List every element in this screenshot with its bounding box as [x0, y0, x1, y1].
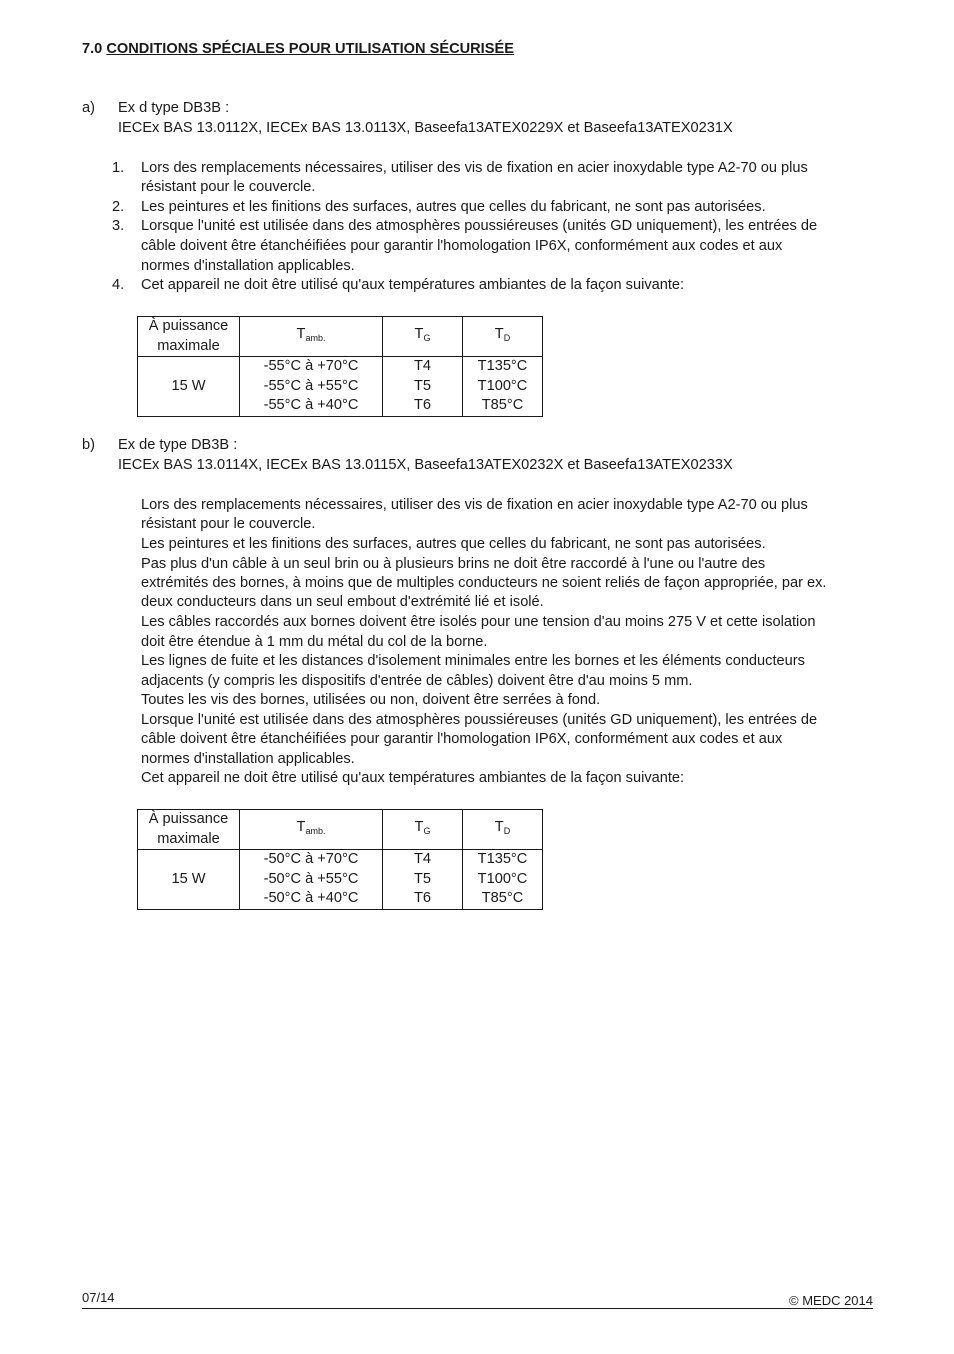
temperature-table-a — [137, 316, 543, 417]
header-tg-sub: G — [423, 825, 431, 836]
paragraph-line: Les peintures et les finitions des surfaces, autres que celles du fabricant, ne sont pas autorisées. — [141, 536, 766, 552]
list-item-number: 3. — [112, 218, 125, 234]
header-tg-sub: G — [423, 332, 431, 343]
paragraph-line: Les lignes de fuite et les distances d'isolement minimales entre les bornes et les éléments conducteurs — [141, 653, 805, 669]
tamb-value: -50°C à +40°C — [263, 890, 359, 907]
header-tg-text: T — [414, 818, 424, 835]
cell-td — [463, 357, 543, 417]
cell-tg — [383, 357, 463, 417]
cell-tamb — [240, 357, 383, 417]
header-tamb — [240, 810, 383, 850]
paragraph-line: Toutes les vis des bornes, utilisées ou non, doivent être serrées à fond. — [141, 692, 601, 708]
part-b-heading: Ex de type DB3B : — [118, 437, 238, 453]
list-item-text: Cet appareil ne doit être utilisé qu'aux températures ambiantes de la façon suivante: — [141, 277, 685, 293]
list-item-text: résistant pour le couvercle. — [141, 179, 316, 195]
section-title — [82, 41, 514, 57]
section-number: 7.0 — [82, 41, 103, 57]
paragraph-line: doit être étendue à 1 mm du métal du col de la borne. — [141, 634, 488, 650]
td-value: T85°C — [481, 397, 524, 414]
temperature-table-b — [137, 809, 543, 910]
header-tamb-text: T — [296, 818, 306, 835]
list-item-number: 4. — [112, 277, 125, 293]
cell-tg — [383, 850, 463, 910]
paragraph-line: deux conducteurs dans un seul embout d'extrémité lié et isolé. — [141, 594, 544, 610]
paragraph-line: Pas plus d'un câble à un seul brin ou à plusieurs brins ne doit être raccordé à l'une ou l'autre des — [141, 556, 766, 572]
header-tg — [383, 317, 463, 357]
cell-power: 15 W — [138, 357, 240, 417]
paragraph-line: normes d'installation applicables. — [141, 751, 355, 767]
footer-date: 07/14 — [82, 1290, 115, 1305]
tg-value: T5 — [413, 870, 432, 887]
header-power-line: maximale — [157, 337, 220, 354]
header-td-text: T — [494, 325, 504, 342]
part-a-certs: IECEx BAS 13.0112X, IECEx BAS 13.0113X, Baseefa13ATEX0229X et Baseefa13ATEX0231X — [118, 120, 733, 136]
cell-tamb — [240, 850, 383, 910]
part-a-marker: a) — [82, 100, 95, 116]
list-item-text: Lors des remplacements nécessaires, utiliser des vis de fixation en acier inoxydable type A2-70 ou plus — [141, 160, 808, 176]
header-td — [463, 810, 543, 850]
section-title-text: CONDITIONS SPÉCIALES POUR UTILISATION SÉCURISÉE — [106, 41, 514, 57]
header-power-line: À puissance — [148, 318, 229, 334]
tg-value: T6 — [413, 397, 432, 414]
paragraph-line: Lorsque l'unité est utilisée dans des atmosphères poussiéreuses (unités GD uniquement), les entrées de — [141, 712, 818, 728]
paragraph-line: adjacents (y compris les dispositifs d'entrée de câbles) doivent être d'au moins 5 mm. — [141, 673, 693, 689]
header-td-sub: D — [503, 825, 511, 836]
tamb-value: -50°C à +55°C — [263, 870, 359, 887]
cell-power: 15 W — [138, 850, 240, 910]
list-item-text: Lorsque l'unité est utilisée dans des atmosphères poussiéreuses (unités GD uniquement), les entrées de — [141, 218, 818, 234]
list-item-text: câble doivent être étanchéifiées pour garantir l'homologation IP6X, conformément aux codes et aux — [141, 238, 783, 254]
list-item-number: 2. — [112, 199, 125, 215]
header-power — [138, 317, 240, 357]
list-item-number: 1. — [112, 160, 125, 176]
tamb-value: -55°C à +40°C — [263, 397, 359, 414]
header-power — [138, 810, 240, 850]
header-tamb-text: T — [296, 325, 306, 342]
list-item-text: Les peintures et les finitions des surfaces, autres que celles du fabricant, ne sont pas autorisées. — [141, 199, 766, 215]
paragraph-line: Lors des remplacements nécessaires, utiliser des vis de fixation en acier inoxydable type A2-70 ou plus — [141, 497, 808, 513]
header-tg-text: T — [414, 325, 424, 342]
cell-td — [463, 850, 543, 910]
footer-copyright: © MEDC 2014 — [789, 1293, 873, 1308]
paragraph-line: câble doivent être étanchéifiées pour garantir l'homologation IP6X, conformément aux codes et aux — [141, 731, 783, 747]
tamb-value: -55°C à +70°C — [263, 358, 359, 375]
footer-divider — [82, 1308, 873, 1309]
header-td-sub: D — [503, 332, 511, 343]
paragraph-line: Cet appareil ne doit être utilisé qu'aux températures ambiantes de la façon suivante: — [141, 770, 685, 786]
header-td-text: T — [494, 818, 504, 835]
td-value: T100°C — [477, 377, 528, 394]
part-b-certs: IECEx BAS 13.0114X, IECEx BAS 13.0115X, Baseefa13ATEX0232X et Baseefa13ATEX0233X — [118, 457, 733, 473]
tg-value: T4 — [413, 851, 432, 868]
header-power-line: À puissance — [148, 811, 229, 827]
list-item-text: normes d'installation applicables. — [141, 258, 355, 274]
paragraph-line: résistant pour le couvercle. — [141, 516, 316, 532]
td-value: T85°C — [481, 890, 524, 907]
header-tg — [383, 810, 463, 850]
tamb-value: -55°C à +55°C — [263, 377, 359, 394]
tamb-value: -50°C à +70°C — [263, 851, 359, 868]
header-tamb — [240, 317, 383, 357]
td-value: T100°C — [477, 870, 528, 887]
tg-value: T5 — [413, 377, 432, 394]
header-tamb-sub: amb. — [305, 332, 326, 343]
td-value: T135°C — [477, 358, 528, 375]
tg-value: T6 — [413, 890, 432, 907]
paragraph-line: extrémités des bornes, à moins que de multiples conducteurs ne soient reliés de façon appropriée, par ex. — [141, 575, 827, 591]
header-td — [463, 317, 543, 357]
header-tamb-sub: amb. — [305, 825, 326, 836]
paragraph-line: Les câbles raccordés aux bornes doivent être isolés pour une tension d'au moins 275 V et cette isolation — [141, 614, 816, 630]
td-value: T135°C — [477, 851, 528, 868]
header-power-line: maximale — [157, 830, 220, 847]
tg-value: T4 — [413, 358, 432, 375]
part-a-heading: Ex d type DB3B : — [118, 100, 230, 116]
part-b-marker: b) — [82, 437, 95, 453]
